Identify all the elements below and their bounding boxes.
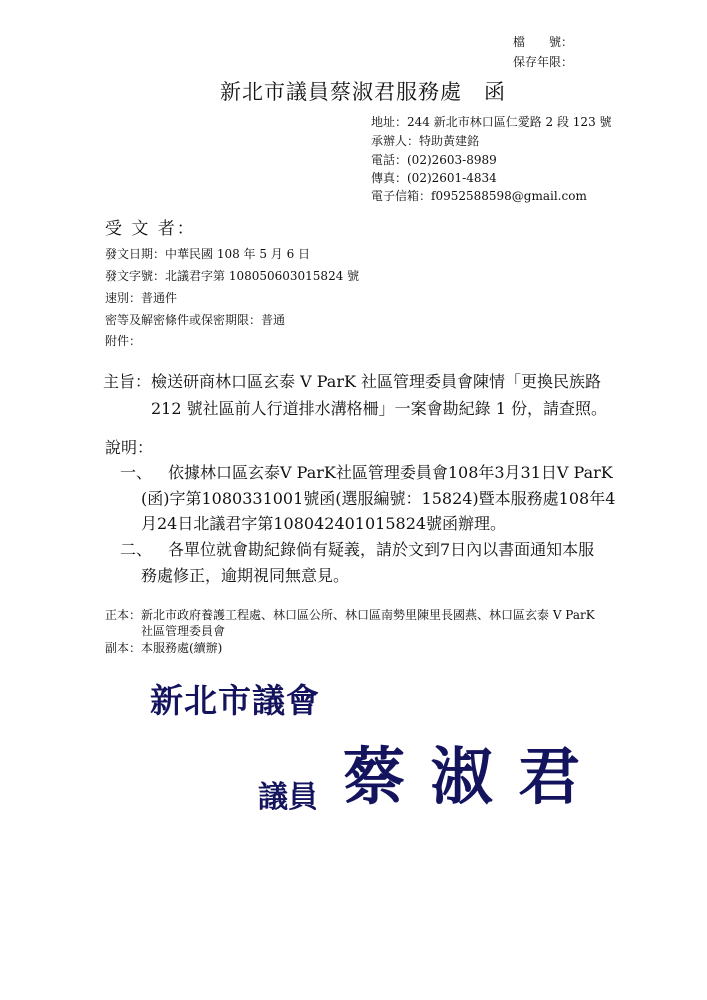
- office-handler: 承辦人：特助黃建銘: [371, 134, 480, 148]
- explanation-label: 說明：: [105, 438, 154, 457]
- document-number: 發文字號：北議君字第 108050603015824 號: [105, 269, 360, 283]
- delivery-speed: 速別：普通件: [105, 291, 178, 305]
- file-number-label: 檔 號：: [513, 35, 574, 49]
- subject-line-2: 212 號社區前人行道排水溝格柵」一案會勘紀錄 1 份，請查照。: [151, 399, 607, 418]
- explanation-item-1-line-2: (函)字第1080331001號函(選服編號：15824)暨本服務處108年4: [141, 489, 616, 508]
- original-recipients: 正本：新北市政府養護工程處、林口區公所、林口區南勢里陳里長國燕、林口區玄泰 V ParK: [105, 608, 595, 622]
- recipient-label: 受 文 者：: [105, 219, 196, 239]
- explanation-item-1-line-1: 依據林口區玄泰V ParK社區管理委員會108年3月31日V ParK: [168, 463, 613, 482]
- explanation-item-2-line-2: 務處修正，逾期視同無意見。: [141, 566, 350, 585]
- explanation-item-2-line-1: 各單位就會勘紀錄倘有疑義，請於文到7日內以書面通知本服: [168, 540, 595, 559]
- office-phone: 電話：(02)2603-8989: [371, 153, 497, 167]
- explanation-item-2-number: 二、: [120, 540, 153, 559]
- security-level: 密等及解密條件或保密期限：普通: [105, 313, 286, 327]
- issue-date: 發文日期：中華民國 108 年 5 月 6 日: [105, 247, 311, 261]
- original-recipients-cont: 社區管理委員會: [141, 624, 226, 638]
- subject-line-1: 主旨：檢送研商林口區玄泰 V ParK 社區管理委員會陳情「更換民族路: [103, 372, 602, 391]
- stamp-organization: 新北市議會: [150, 681, 320, 720]
- copy-recipients-line: 副本：本服務處(續辦): [105, 641, 223, 655]
- page-title: 新北市議員蔡淑君服務處 函: [220, 80, 506, 104]
- stamp-name: 蔡 淑 君: [343, 740, 583, 813]
- office-email: 電子信箱：f0952588598@gmail.com: [371, 189, 587, 203]
- office-address: 地址：244 新北市林口區仁愛路 2 段 123 號: [371, 115, 612, 129]
- stamp-role: 議員: [258, 780, 318, 815]
- attachment-label: 附件：: [105, 334, 142, 348]
- explanation-item-1-number: 一、: [120, 463, 153, 482]
- explanation-item-1-line-3: 月24日北議君字第108042401015824號函辦理。: [141, 514, 507, 533]
- retention-period-label: 保存年限：: [513, 55, 574, 69]
- office-fax: 傳真：(02)2601-4834: [371, 171, 497, 185]
